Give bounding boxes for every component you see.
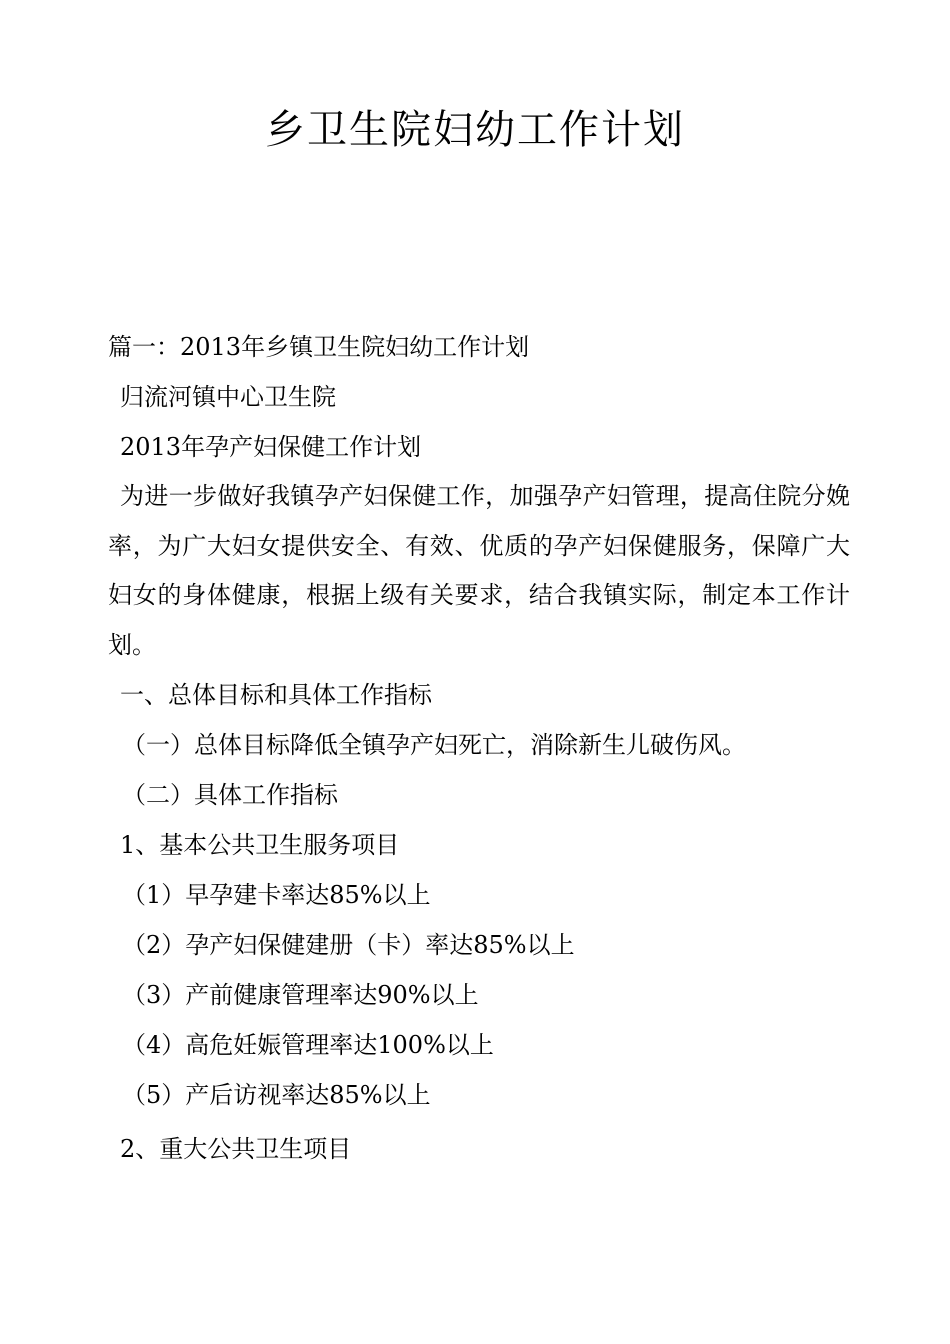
intro-paragraph: 为进一步做好我镇孕产妇保健工作，加强孕产妇管理，提高住院分娩率，为广大妇女提供安全、有效、优质的孕产妇保健服务，保障广大妇女的身体健康，根据上级有关要求，结合我镇实际，制定本工作计划。 (108, 482, 850, 659)
item-2-heading: 2、重大公共卫生项目 (120, 1135, 352, 1163)
list-item: （4）高危妊娠管理率达100%以上 (122, 1031, 494, 1059)
list-item: （3）产前健康管理率达90%以上 (122, 981, 479, 1009)
list-item: （1）早孕建卡率达85%以上 (122, 881, 431, 909)
section-1-heading: 一、总体目标和具体工作指标 (120, 681, 432, 709)
item-1-heading: 1、基本公共卫生服务项目 (120, 831, 400, 859)
org-name: 归流河镇中心卫生院 (120, 383, 336, 411)
subsection-2: （二）具体工作指标 (122, 781, 338, 809)
document-title: 乡卫生院妇幼工作计划 (265, 107, 685, 153)
subsection-1: （一）总体目标降低全镇孕产妇死亡，消除新生儿破伤风。 (122, 731, 746, 759)
list-item: （5）产后访视率达85%以上 (122, 1081, 431, 1109)
plan-title: 2013年孕产妇保健工作计划 (120, 433, 422, 461)
list-item: （2）孕产妇保健建册（卡）率达85%以上 (122, 931, 575, 959)
heading-pian1: 篇一：2013年乡镇卫生院妇幼工作计划 (108, 333, 530, 361)
